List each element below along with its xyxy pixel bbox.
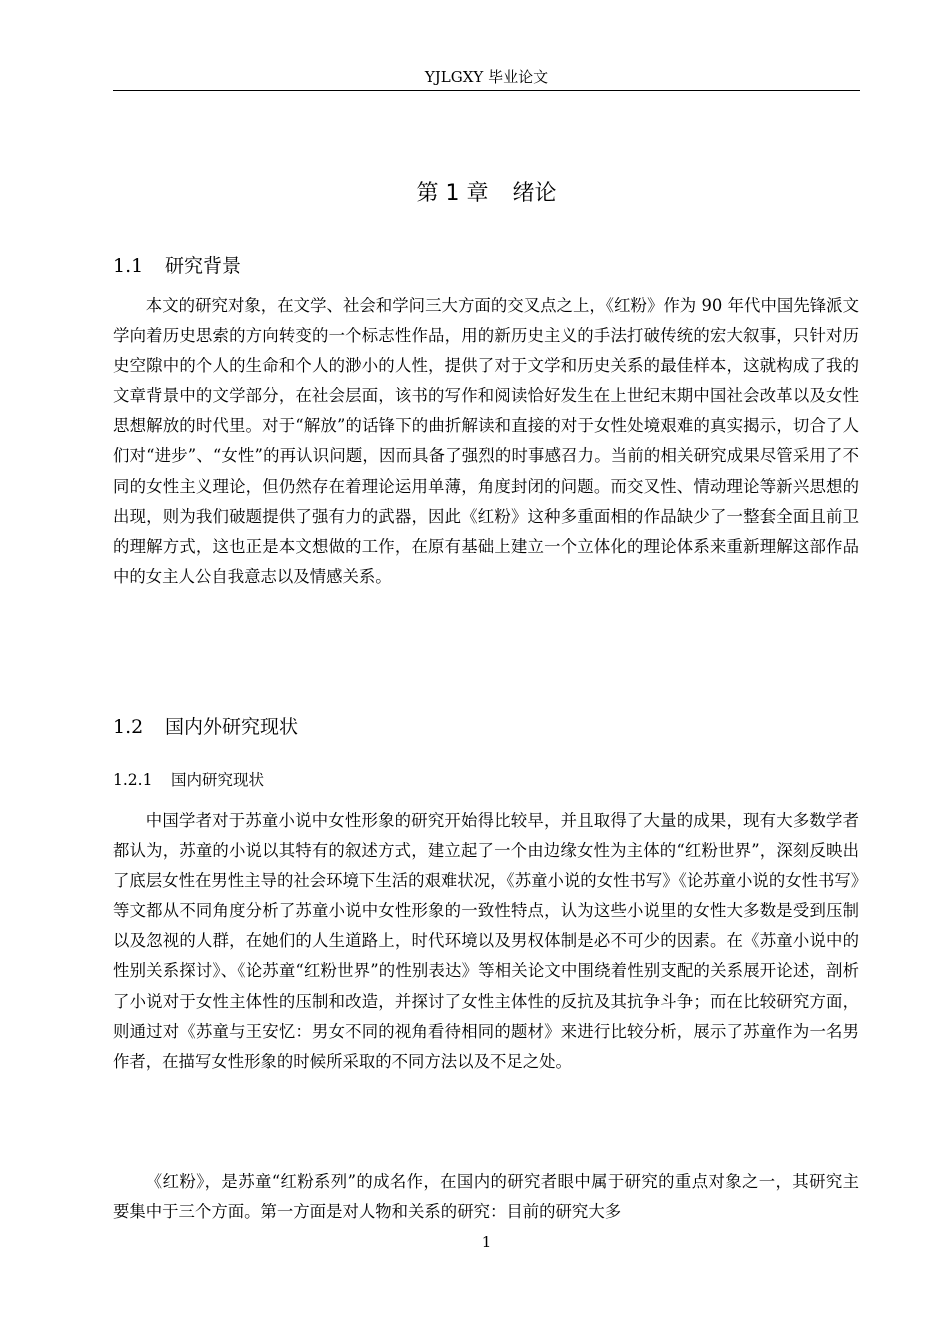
subsection-title: 国内研究现状 (171, 771, 265, 789)
chapter-title (113, 178, 860, 210)
page-number: 1 (481, 1233, 492, 1251)
section-number: 1.1 (113, 255, 144, 277)
subsection-number: 1.2.1 (113, 771, 153, 789)
paragraph-domestic-research-2: 《红粉》，是苏童“红粉系列”的成名作，在国内的研究者眼中属于研究的重点对象之一，其研究主要集中于三个方面。第一方面是对人物和关系的研究：目前的研究大多 (113, 1172, 859, 1222)
chapter-number: 第 1 章 (416, 181, 489, 206)
paragraph-research-background: 本文的研究对象，在文学、社会和学问三大方面的交叉点之上，《红粉》作为 90 年代中国先锋派文学向着历史思索的方向转变的一个标志性作品，用的新历史主义的手法打破传统的宏大叙事，只针对历史空隙中的个人的生命和个人的渺小的人性，提供了对于文学和历史关系的最佳样本，这就构成了我的文章背景中的文学部分，在社会层面，该书的写作和阅读恰好发生在上世纪末期中国社会改革以及女性思想解放的时代里。对于“解放”的话锋下的曲折解读和直接的对于女性处境艰难的真实揭示，切合了人们对“进步”、“女性”的再认识问题，因而具备了强烈的时事感召力。当前的相关研究成果尽管采用了不同的女性主义理论，但仍然存在着理论运用单薄，角度封闭的问题。而交叉性、情动理论等新兴思想的出现，则为我们破题提供了强有力的武器，因此《红粉》这种多重面相的作品缺少了一整套全面且前卫的理解方式，这也正是本文想做的工作，在原有基础上建立一个立体化的理论体系来重新理解这部作品中的女主人公自我意志以及情感关系。 (113, 296, 859, 586)
section-title: 国内外研究现状 (165, 716, 299, 738)
section-heading-1-1 (113, 252, 860, 280)
header-rule (113, 90, 860, 91)
running-header: YJLGXY 毕业论文 (424, 68, 549, 86)
paragraph-domestic-research-1: 中国学者对于苏童小说中女性形象的研究开始得比较早，并且取得了大量的成果，现有大多数学者都认为，苏童的小说以其特有的叙述方式，建立起了一个由边缘女性为主体的“红粉世界”，深刻反映出了底层女性在男性主导的社会环境下生活的艰难状况，《苏童小说的女性书写》《论苏童小说的女性书写》等文都从不同角度分析了苏童小说中女性形象的一致性特点，认为这些小说里的女性大多数是受到压制以及忽视的人群，在她们的人生道路上，时代环境以及男权体制是必不可少的因素。在《苏童小说中的性别关系探讨》、《论苏童“红粉世界”的性别表达》等相关论文中围绕着性别支配的关系展开论述，剖析了小说对于女性主体性的压制和改造，并探讨了女性主体性的反抗及其抗争斗争；而在比较研究方面，则通过对《苏童与王安忆：男女不同的视角看待相同的题材》来进行比较分析，展示了苏童作为一名男作者，在描写女性形象的时候所采取的不同方法以及不足之处。 (113, 811, 859, 1071)
subsection-heading-1-2-1 (113, 768, 860, 792)
section-number: 1.2 (113, 716, 144, 738)
section-heading-1-2 (113, 713, 860, 741)
chapter-name: 绪论 (512, 181, 557, 206)
section-title: 研究背景 (165, 255, 242, 277)
